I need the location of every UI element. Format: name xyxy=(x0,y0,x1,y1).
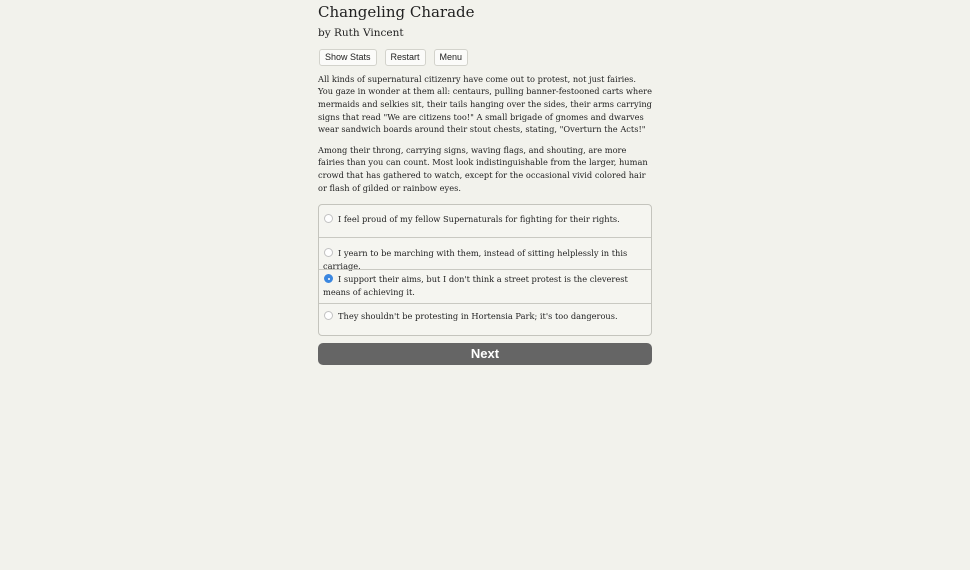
radio-button[interactable] xyxy=(324,214,333,223)
menu-button[interactable]: Menu xyxy=(434,49,469,66)
toolbar xyxy=(319,49,468,66)
game-title: Changeling Charade xyxy=(318,3,475,21)
radio-button[interactable] xyxy=(324,311,333,320)
show-stats-button[interactable]: Show Stats xyxy=(319,49,377,66)
choice-option[interactable] xyxy=(319,237,651,269)
story-paragraph: Among their throng, carrying signs, waving flags, and shouting, are more fairies than you can count. Most look indistinguishable from the larger, human crowd that has gathered to watch, except for the occasional vivid colored hair or flash of gilded or rainbow eyes. xyxy=(318,144,648,193)
story-paragraph: All kinds of supernatural citizenry have come out to protest, not just fairies. You gaze in wonder at them all: centaurs, pulling banner-festooned carts where mermaids and selkies sit, their tails hanging over the sides, their arms carrying signs that read "We are citizens too!" A small brigade of gnomes and dwarves wear sandwich boards around their stout chests, stating, "Overturn the Acts!" xyxy=(318,73,652,135)
choice-label: They shouldn't be protesting in Hortensia Park; it's too dangerous. xyxy=(338,311,618,321)
choice-option[interactable] xyxy=(319,205,651,237)
choice-option[interactable] xyxy=(319,269,651,303)
next-button[interactable]: Next xyxy=(318,343,652,365)
radio-button[interactable] xyxy=(324,248,333,257)
choice-option[interactable] xyxy=(319,303,651,335)
choice-label: I feel proud of my fellow Supernaturals for fighting for their rights. xyxy=(338,214,620,224)
choice-label: I support their aims, but I don't think a street protest is the cleverest means of achieving it. xyxy=(323,274,628,297)
restart-button[interactable]: Restart xyxy=(385,49,426,66)
radio-button[interactable] xyxy=(324,274,333,283)
choice-list xyxy=(318,204,652,336)
choice-label: I yearn to be marching with them, instead of sitting helplessly in this carriage. xyxy=(323,248,628,271)
author-byline: by Ruth Vincent xyxy=(318,27,404,39)
